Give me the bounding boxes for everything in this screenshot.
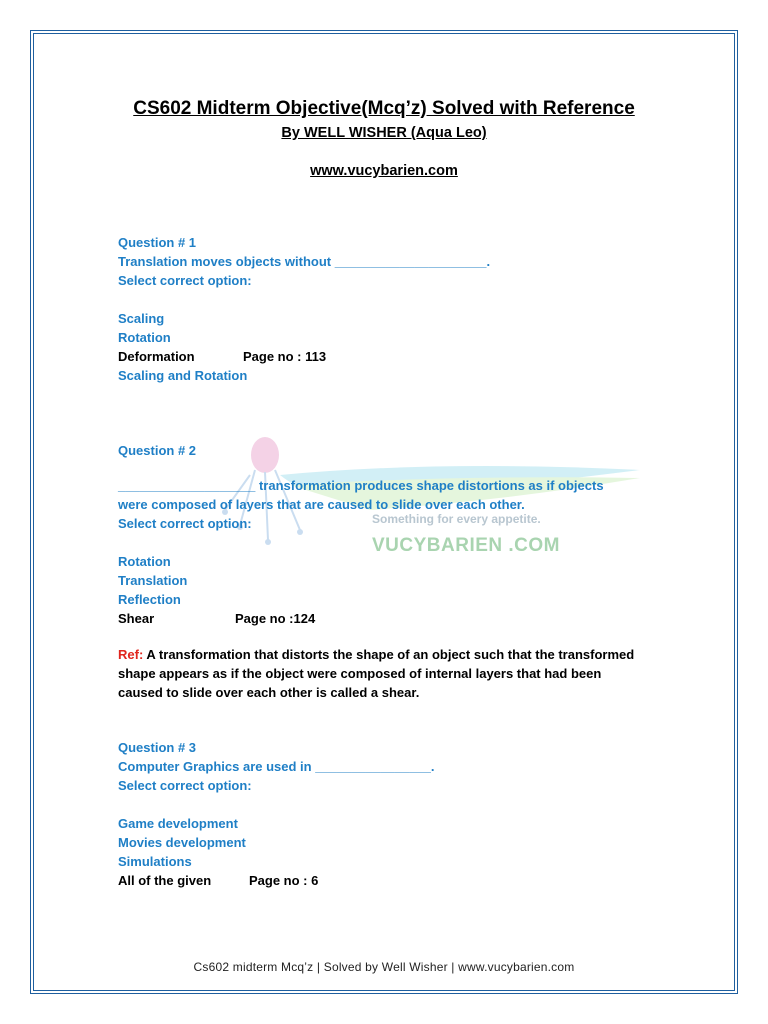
document-title: CS602 Midterm Objective(Mcq’z) Solved with Reference xyxy=(133,98,635,119)
question-instruction: Select correct option: xyxy=(118,778,252,793)
document-byline: By WELL WISHER (Aqua Leo) xyxy=(281,125,487,141)
correct-option: All of the given xyxy=(118,873,212,888)
reference-note xyxy=(118,645,638,702)
answer-page-ref: Page no : 113 xyxy=(243,349,327,364)
reference-text: A transformation that distorts the shape of an object such that the transformed shape appears as if the object were composed of internal layers that had been caused to slide over each other is called a shear. xyxy=(118,647,635,700)
question-instruction: Select correct option: xyxy=(118,516,252,531)
option-item: Game development xyxy=(118,816,238,831)
correct-option: Deformation xyxy=(118,349,195,364)
reference-label: Ref: xyxy=(118,647,144,662)
watermark-tagline: Something for every appetite. xyxy=(372,512,541,526)
page-footer: Cs602 midterm Mcq’z | Solved by Well Wisher | www.vucybarien.com xyxy=(193,960,575,974)
answer-page-ref: Page no : 6 xyxy=(249,873,319,888)
option-item: Reflection xyxy=(118,592,181,607)
question-number: Question # 1 xyxy=(118,235,197,250)
website-link[interactable]: www.vucybarien.com xyxy=(310,163,458,179)
option-item: Rotation xyxy=(118,554,171,569)
watermark-brand: VUCYBARIEN .COM xyxy=(372,535,561,556)
question-instruction: Select correct option: xyxy=(118,273,252,288)
answer-page-ref: Page no :124 xyxy=(235,611,316,626)
option-item: Rotation xyxy=(118,330,171,345)
question-prompt-line1: ___________________ transformation produces shape distortions as if objects xyxy=(118,478,604,493)
correct-option: Shear xyxy=(118,611,155,626)
option-item: Simulations xyxy=(118,854,192,869)
question-prompt: Computer Graphics are used in ________________. xyxy=(118,759,435,774)
option-item: Translation xyxy=(118,573,188,588)
question-number: Question # 3 xyxy=(118,740,197,755)
question-prompt-line2: were composed of layers that are caused to slide over each other. xyxy=(118,497,525,512)
question-prompt: Translation moves objects without _____________________. xyxy=(118,254,491,269)
question-number: Question # 2 xyxy=(118,443,197,458)
option-item: Scaling xyxy=(118,311,165,326)
option-item: Movies development xyxy=(118,835,246,850)
option-item: Scaling and Rotation xyxy=(118,368,248,383)
